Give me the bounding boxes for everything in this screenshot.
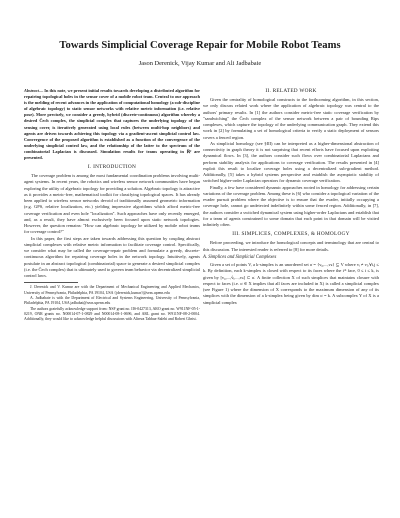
abstract: [24, 88, 200, 161]
right-column: [203, 88, 379, 306]
related-paragraph: As simplicial homology (see §III) can be interpreted as a higher-dimensional abstraction of connectivity in graph theory it is not surprising that recent efforts have focused upon exploiting dynamical flows. In [3], the authors consider such flows over combinatorial Laplacians and perform stability analysis for applications to coverage verification. The results presented in [4] exploit this result to localize coverage holes using a decentralized sub-gradient method. Additionally, [5] takes a hybrid systems perspective and establish the asymptotic stability of switched higher-order Laplacian operators for dynamic coverage verification.: [203, 140, 379, 184]
subsection-heading-simplices: A. Simplices and Simplicial Complexes: [203, 254, 277, 260]
intro-paragraph: In this paper, the first steps are taken towards addressing this question by coupling abstract simplicial complexes with relative metric information to facilitate coverage control. Specifically, we consider what may be called the coverage-repair problem and formulate a greedy, discrete-continuous algorithm for repairing coverage holes in the network topology. Intuitively, agents postulate in an abstract topological (combinatorial) space to generate a desired simplicial complex (i.e. the Čech complex) that is ultimately used to govern team behavior via decentralized simplicial control laws.: [24, 235, 200, 279]
footnote: A. Jadbabaie is with the Department of Electrical and Systems Engineering, University of Pennsylvania, Philadelphia, PA 19104, USA jadbabai@seas.upenn.edu: [24, 296, 200, 306]
footnote-rule: [24, 282, 78, 283]
intro-paragraph: The coverage problem is among the most fundamental coordination problems involving multi-agent systems. In recent years, the robotics and wireless sensor network communities have begun exploring the utility of algebraic topology for providing a solution. Algebraic topology is attractive as it provides a metric-free, mathematical toolkit for classifying topological spaces. It has already been applied to wireless sensor networks devoid of traditionally assumed geometric information (e.g. GPS, relative localization, etc.) yielding impressive algorithms which afford metric-free coverage verification and even hole "localization". Such approaches have only recently emerged, and, as a result, they have almost exclusively been focused upon static network topologies. However, the question remains: "How can algebraic topology be utilized by mobile robot teams for coverage control?": [24, 173, 200, 235]
footnote: J. Derenick and V. Kumar are with the Department of Mechanical Engineering and Applied Mechanics, University of Pennsylvania, Philadelphia, PA 19104, USA {jderenick,kumar}@seas.upenn.edu: [24, 285, 200, 295]
section-heading-simplices: III. SIMPLICES, COMPLEXES, & HOMOLOGY: [232, 231, 350, 238]
section-heading-related-work: II. RELATED WORK: [265, 88, 317, 94]
abstract-text: — In this note, we present initial results towards developing a distributed algorithm for repairing topological holes in the sensor cover of a mobile robot team. Central to our approach is the melding of recent advances in the application of computational homology (a sub-discipline of algebraic topology) to static sensor networks with relative metric information (i.e. relative pose). More precisely, we consider a greedy, hybrid (discrete-continuous) algorithm whereby a desired Čech complex, the simplicial complex that captures the underlying topology of the sensing cover, is iteratively generated using local rules (between multi-hop neighbors) and agents are driven towards achieving this topology via a gradient-ascent simplicial control law. Convergence of the proposed algorithm is established as a function of the convergence of the underlying simplicial control law, and the relationship of the latter to the spectrum of the combinatorial Laplacian is discussed. Simulation results for teams operating in ℝ² are presented.: [24, 88, 200, 161]
author-list: Jason Derenick, Vijay Kumar and Ali Jadbabaie: [138, 60, 262, 67]
abstract-lead: Abstract: [24, 88, 39, 93]
related-paragraph: Finally, a few have considered dynamic approaches rooted in homology for addressing certain variations of the coverage problem. Among these is [6] who consider a topological variation of the evader pursuit problem where the objective is to ensure that the evader, initially occupying a coverage hole, cannot go undetected indefinitely within some fenced region. Additionally, in [7], the authors consider a switched dynamical system using higher-order Laplacians and establish that for a team of agents constrained to some domain that each point in that domain will be visited infinitely often.: [203, 184, 379, 228]
left-column: [24, 88, 200, 323]
section-heading-introduction: I. INTRODUCTION: [87, 164, 137, 171]
simplices-paragraph: Given a set of points V, a k-simplex is an unordered set σ = {v₀,...,vₖ} ⊆ V where vᵢ ≠ vⱼ,∀i,j ≤ k. By definition, each k-simplex is closed with respect to its faces where the iᵗʰ face, 0 ≤ i ≤ k, is given by [v₀,...,v̂ᵢ,...,vₖ] ⊂ σ. A finite collection X of such simplices that maintains closure with respect to faces (i.e. σ ∈ X implies that all faces are included in X) is called a simplicial complex (see Figure 1) where the dimension of X corresponds to the maximum dimension of any of its simplices with the dimension of a k-simplex being given by dim σ = k. A subcomplex Y of X is a simplicial complex: [203, 262, 379, 305]
related-paragraph: Given the centrality of homological constructs to the forthcoming algorithm, in this section, we only discuss related work where the application of algebraic topology was central to the authors' primary results. In [1] the authors consider metric-free static coverage verification by "sandwiching" the Čech complex of the sensor network between a pair of bounding Rips complexes, which capture the topology of the underlying communication graph. They extend this work in [2] by formulating a set of homological criteria to verify a static deployment of sensors covers a fenced region.: [203, 97, 379, 140]
footnote: The authors gratefully acknowledge support from: NSF grant no. IIS-0427313, ARO grant no. W911NF-05-1-0219, ONR grants no. N00014-07-1-0829 and N00014-08-1-0696, and ARL grant no. W911NF-08-2-0004. Additionally, they would like to acknowledge helpful discussions with Alireza Tahbaz-Salehi and Robert Ghrist.: [24, 306, 200, 322]
paper-title: Towards Simplicial Coverage Repair for Mobile Robot Teams: [59, 40, 341, 51]
simplices-intro-paragraph: Before proceeding, we introduce the homological concepts and terminology that are central to this discussion. The interested reader is referred to [8] for more details.: [203, 240, 379, 252]
